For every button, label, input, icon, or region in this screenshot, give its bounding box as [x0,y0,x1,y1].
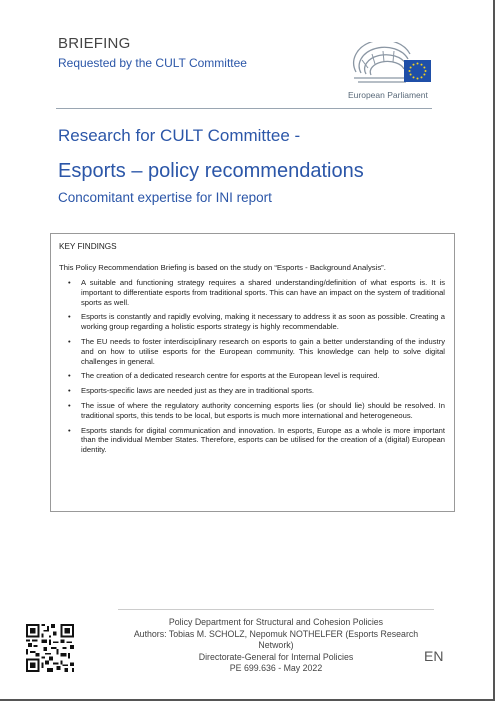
bullet-icon: • [68,386,71,396]
european-parliament-logo-text: European Parliament [348,90,428,100]
bullet-icon: • [68,278,71,287]
footer-divider [118,609,434,610]
footer-authors: Authors: Tobias M. SCHOLZ, Nepomuk NOTHELFER (Esports Research Network) [133,628,419,650]
footer-directorate: Directorate-General for Internal Policies [198,651,354,662]
key-finding-text: The creation of a dedicated research centre for esports at the European level is required. [81,371,380,381]
footer-block [118,617,434,675]
key-finding-item [59,371,445,381]
key-finding-item [59,386,445,396]
key-finding-text: Esports is constantly and rapidly evolving, making it necessary to address it as soon as possible. Creating a working group regarding a holistic esports strategy is highly recommendable. [81,312,445,332]
key-findings-list [59,278,445,455]
document-title: Esports – policy recommendations [58,160,364,182]
key-findings-box [50,233,455,512]
document-subtitle: Concomitant expertise for INI report [58,190,272,205]
doc-type-label: BRIEFING [58,35,131,52]
key-finding-item [59,337,445,366]
qr-code-icon [26,624,74,672]
key-finding-item [59,312,445,332]
series-title: Research for CULT Committee - [58,126,301,145]
key-finding-text: The EU needs to foster interdisciplinary research on esports to gain a better understanding of the industry and on how to utilise esports for the European community. This knowledge can help to solve digital challenges in general. [81,336,445,366]
footer-department: Policy Department for Structural and Cohesion Policies [168,617,384,627]
bullet-icon: • [68,400,71,410]
key-findings-heading: KEY FINDINGS [59,242,117,251]
key-findings-intro: This Policy Recommendation Briefing is based on the study on “Esports - Background Analysis”. [59,263,386,272]
bullet-icon: • [68,312,71,322]
key-finding-text: A suitable and functioning strategy requires a shared understanding/definition of what esports is. It is important to differentiate esports from traditional sports. This can have an impact on the system of traditional sports as well. [81,278,445,307]
key-finding-text: Esports-specific laws are needed just as they are in traditional sports. [81,386,314,396]
key-finding-text: Esports stands for digital communication and innovation. In esports, Europe as a whole is more important than the individual Member States. Therefore, esports can be utilised for the creation of a (digital) European identity. [81,425,445,455]
requested-by-label: Requested by the CULT Committee [58,56,247,70]
header-divider [56,108,432,109]
footer-reference: PE 699.636 - May 2022 [229,663,323,673]
key-finding-item [59,426,445,455]
key-finding-item [59,401,445,421]
key-finding-item [59,278,445,307]
bullet-icon: • [68,425,71,435]
bullet-icon: • [68,371,71,381]
language-code: EN [424,648,444,664]
key-finding-text: The issue of where the regulatory authority concerning esports lies (or should lie) should be resolved. In traditional sports, this tends to be local, but esports is much more international and heterogeneous. [81,400,445,420]
bullet-icon: • [68,336,71,346]
